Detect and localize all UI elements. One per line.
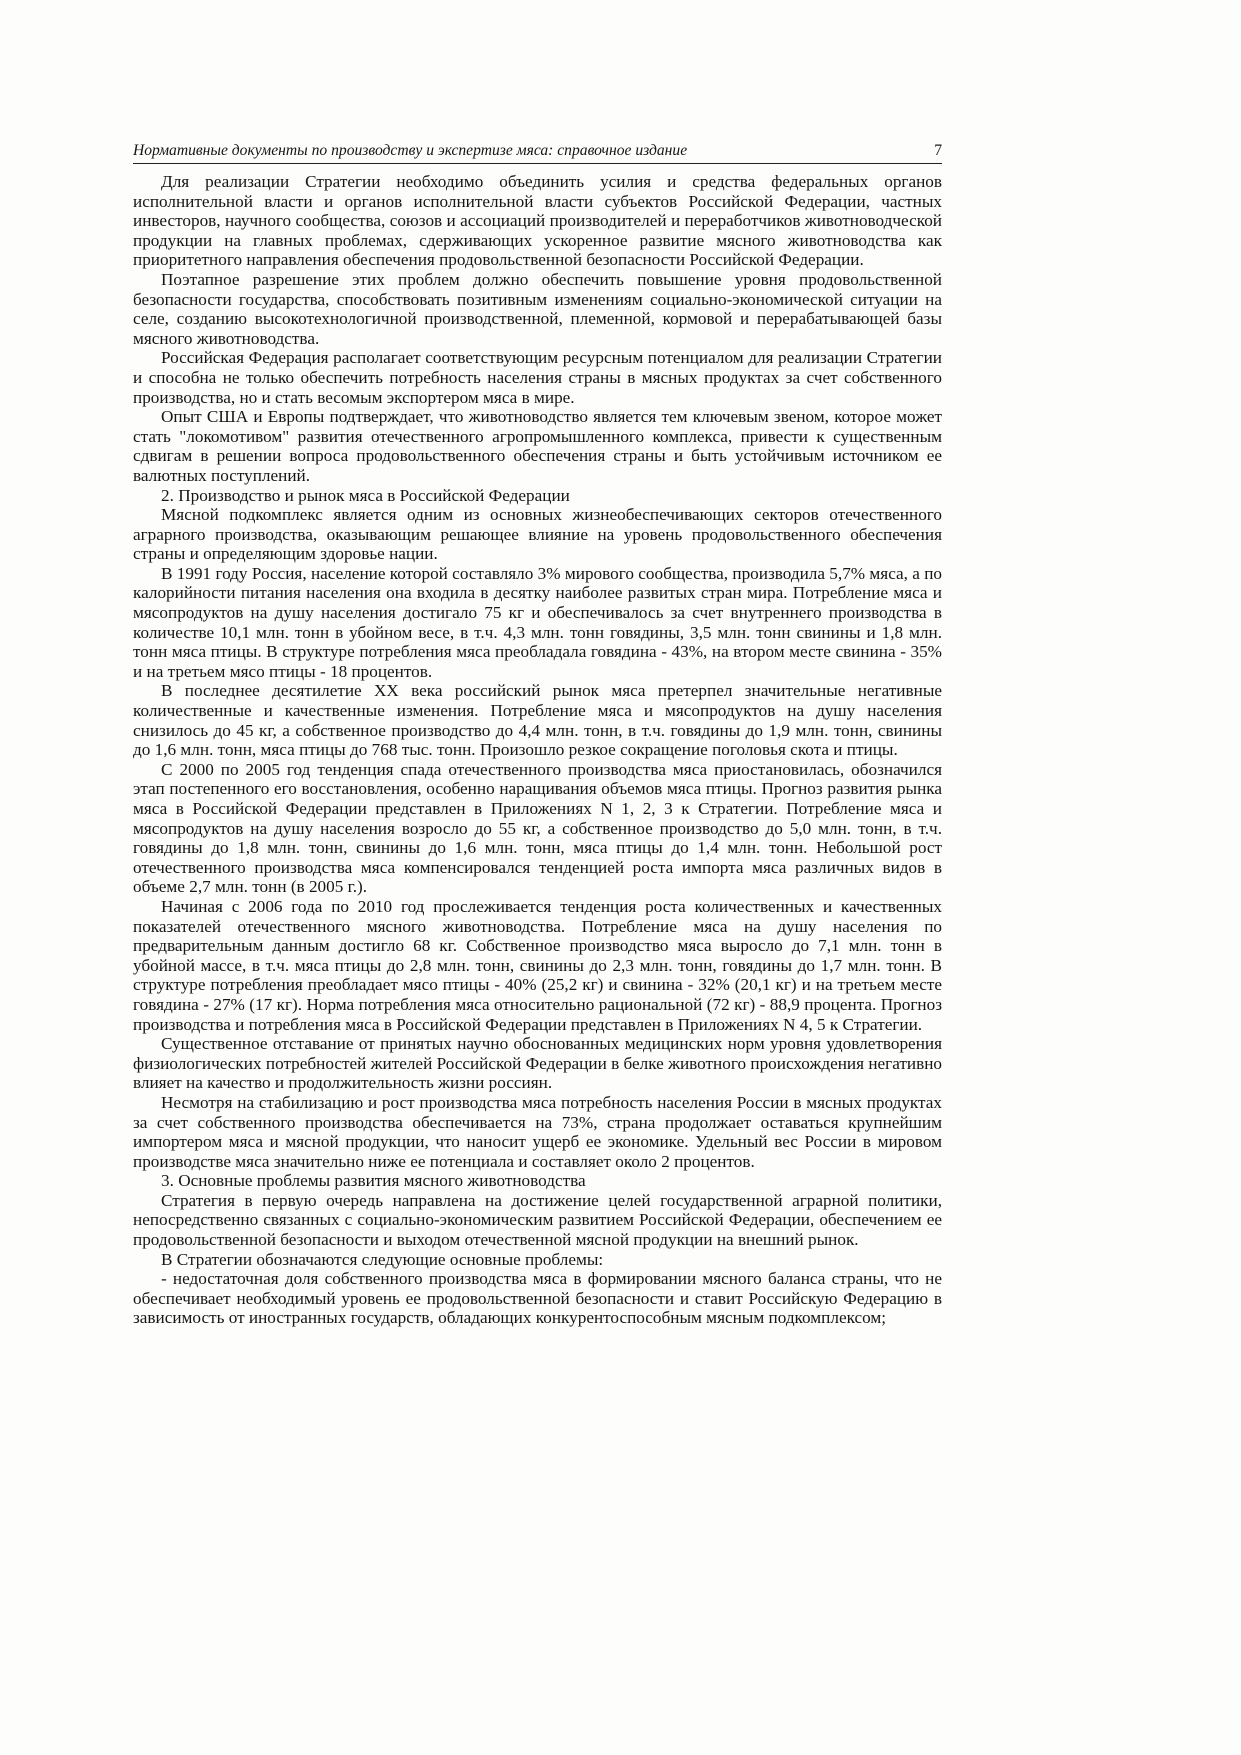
running-header [133,141,942,164]
paragraph: Существенное отставание от принятых научно обоснованных медицинских норм уровня удовлетворения физиологических потребностей жителей Российской Федерации в белке животного происхождения негативно влияет на качество и продолжительность жизни россиян. [133,1034,942,1093]
section-heading: 3. Основные проблемы развития мясного животноводства [161,1171,586,1191]
paragraph: В 1991 году Россия, население которой составляло 3% мирового сообщества, производила 5,7% мяса, а по калорийности питания населения она входила в десятку наиболее развитых стран мира. Потребление мяса и мясопродуктов на душу населения достигало 75 кг и обеспечивалось за счет внутреннего производства в количестве 10,1 млн. тонн в убойном весе, в т.ч. 4,3 млн. тонн говядины, 3,5 млн. тонн свинины и 1,8 млн. тонн мяса птицы. В структуре потребления мяса преобладала говядина - 43%, на втором месте свинина - 35% и на третьем мясо птицы - 18 процентов. [133,563,942,681]
paragraph: Поэтапное разрешение этих проблем должно обеспечить повышение уровня продовольственной безопасности государства, способствовать позитивным изменениям социально-экономической ситуации на селе, созданию высокотехнологичной производственной, племенной, кормовой и перерабатывающей базы мясного животноводства. [133,269,942,348]
paragraph: Несмотря на стабилизацию и рост производства мяса потребность населения России в мясных продуктах за счет собственного производства обеспечивается на 73%, страна продолжает оставаться крупнейшим импортером мяса и мясной продукции, что наносит ущерб ее экономике. Удельный вес России в мировом производстве мяса значительно ниже ее потенциала и составляет около 2 процентов. [133,1092,942,1171]
body-text [133,172,942,1328]
paragraph: Для реализации Стратегии необходимо объединить усилия и средства федеральных органов исполнительной власти и органов исполнительной власти субъектов Российской Федерации, частных инвесторов, научного сообщества, союзов и ассоциаций производителей и переработчиков животноводческой продукции на главных проблемах, сдерживающих ускоренное развитие мясного животноводства как приоритетного направления обеспечения продовольственной безопасности Российской Федерации. [133,172,942,270]
page-number: 7 [934,142,942,159]
paragraph: В Стратегии обозначаются следующие основные проблемы: [161,1249,604,1269]
paragraph: С 2000 по 2005 год тенденция спада отечественного производства мяса приостановилась, обозначился этап постепенного его восстановления, особенно наращивания объемов мяса птицы. Прогноз развития рынка мяса в Российской Федерации представлен в Приложениях N 1, 2, 3 к Стратегии. Потребление мяса и мясопродуктов на душу населения возросло до 55 кг, а собственное производство до 5,0 млн. тонн, в т.ч. говядины до 1,8 млн. тонн, свинины до 1,6 млн. тонн, мяса птицы до 1,4 млн. тонн. Небольшой рост отечественного производства мяса компенсировался тенденцией роста импорта мяса различных видов в объеме 2,7 млн. тонн (в 2005 г.). [133,759,942,897]
section-heading: 2. Производство и рынок мяса в Российской Федерации [161,485,570,505]
paragraph: Начиная с 2006 года по 2010 год прослеживается тенденция роста количественных и качественных показателей отечественного мясного животноводства. Потребление мяса на душу населения по предварительным данным достигло 68 кг. Собственное производство мяса выросло до 7,1 млн. тонн в убойной массе, в т.ч. мяса птицы до 2,8 млн. тонн, свинины до 2,3 млн. тонн, говядины до 1,7 млн. тонн. В структуре потребления преобладает мясо птицы - 40% (25,2 кг) и свинина - 32% (20,1 кг) и на третьем месте говядина - 27% (17 кг). Норма потребления мяса относительно рациональной (72 кг) - 88,9 процента. Прогноз производства и потребления мяса в Российской Федерации представлен в Приложениях N 4, 5 к Стратегии. [133,896,942,1034]
paragraph: Мясной подкомплекс является одним из основных жизнеобеспечивающих секторов отечественного аграрного производства, оказывающим решающее влияние на уровень продовольственного обеспечения страны и определяющим здоровье нации. [133,505,942,564]
paragraph: Опыт США и Европы подтверждает, что животноводство является тем ключевым звеном, которое может стать "локомотивом" развития отечественного агропромышленного комплекса, привести к существенным сдвигам в решении вопроса продовольственного обеспечения страны и быть устойчивым источником ее валютных поступлений. [133,407,942,485]
paragraph: Российская Федерация располагает соответствующим ресурсным потенциалом для реализации Стратегии и способна не только обеспечить потребность населения страны в мясных продуктах за счет собственного производства, но и стать весомым экспортером мяса в мире. [133,348,942,407]
list-item: - недостаточная доля собственного производства мяса в формировании мясного баланса страны, что не обеспечивает необходимый уровень ее продовольственной безопасности и ставит Российскую Федерацию в зависимость от иностранных государств, обладающих конкурентоспособным мясным подкомплексом; [133,1269,942,1328]
paragraph: Стратегия в первую очередь направлена на достижение целей государственной аграрной политики, непосредственно связанных с социально-экономическим развитием Российской Федерации, обеспечением ее продовольственной безопасности и выходом отечественной мясной продукции на внешний рынок. [133,1190,942,1250]
paragraph: В последнее десятилетие XX века российский рынок мяса претерпел значительные негативные количественные и качественные изменения. Потребление мяса и мясопродуктов на душу населения снизилось до 45 кг, а собственное производство до 4,4 млн. тонн, в т.ч. говядины до 1,9 млн. тонн, свинины до 1,6 млн. тонн, мяса птицы до 768 тыс. тонн. Произошло резкое сокращение поголовья скота и птицы. [133,681,942,760]
running-title: Нормативные документы по производству и экспертизе мяса: справочное издание [133,142,688,159]
